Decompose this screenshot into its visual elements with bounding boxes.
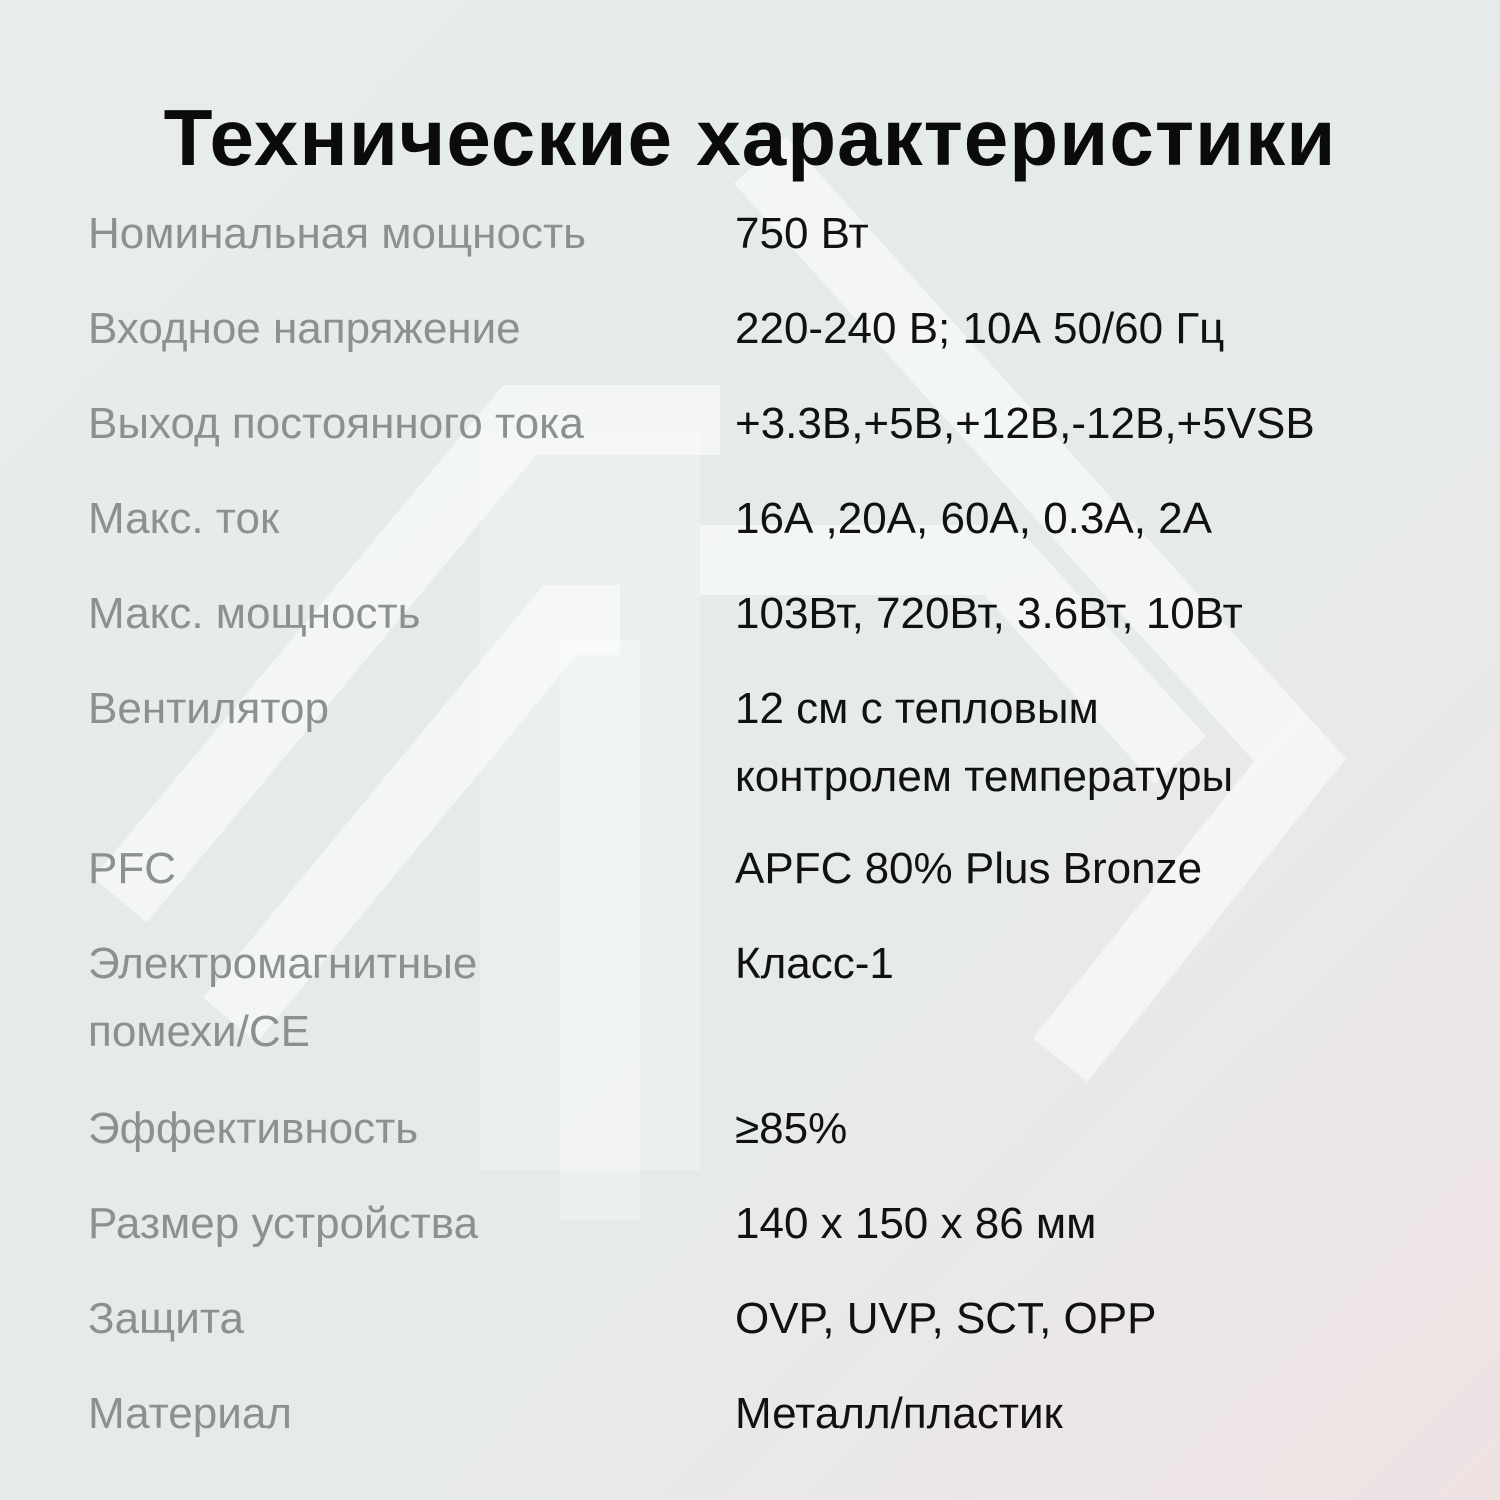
spec-value: 140 х 150 х 86 мм (735, 1199, 1097, 1248)
spec-value: 16А ,20А, 60А, 0.3А, 2А (735, 494, 1212, 543)
spec-label: Материал (88, 1389, 292, 1438)
spec-value: ≥85% (735, 1104, 848, 1153)
spec-row (88, 200, 1418, 295)
spec-label: Макс. мощность (88, 589, 421, 638)
spec-value: 103Вт, 720Вт, 3.6Вт, 10Вт (735, 589, 1243, 638)
spec-row (88, 1095, 1418, 1190)
spec-value: +3.3В,+5В,+12В,-12В,+5VSB (735, 399, 1315, 448)
spec-label: Эффективность (88, 1104, 419, 1153)
spec-row (88, 485, 1418, 580)
spec-value: 220-240 В; 10А 50/60 Гц (735, 304, 1225, 353)
spec-label: Номинальная мощность (88, 209, 587, 258)
spec-label: Размер устройства (88, 1199, 479, 1248)
spec-row (88, 1190, 1418, 1285)
spec-value: 12 см с тепловым контролем температуры (735, 684, 1234, 801)
spec-label: Выход постоянного тока (88, 399, 584, 448)
spec-value: OVP, UVP, SCT, OPP (735, 1294, 1157, 1343)
spec-table (88, 200, 1418, 1475)
spec-value: APFC 80% Plus Bronze (735, 844, 1203, 893)
spec-label: Защита (88, 1294, 244, 1343)
spec-value: 750 Вт (735, 209, 869, 258)
spec-value: Металл/пластик (735, 1389, 1063, 1438)
spec-row (88, 930, 1418, 1095)
spec-label: Вентилятор (88, 684, 329, 733)
spec-row (88, 295, 1418, 390)
spec-label: Макс. ток (88, 494, 280, 543)
spec-label: Входное напряжение (88, 304, 521, 353)
spec-row (88, 580, 1418, 675)
spec-row (88, 675, 1418, 835)
page-title: Технические характеристики (163, 93, 1337, 182)
spec-row (88, 390, 1418, 485)
spec-label: PFC (88, 844, 176, 893)
spec-row (88, 1285, 1418, 1380)
spec-row (88, 1380, 1418, 1475)
spec-label: Электромагнитные помехи/CE (88, 939, 478, 1056)
spec-row (88, 835, 1418, 930)
spec-value: Класс-1 (735, 939, 894, 988)
